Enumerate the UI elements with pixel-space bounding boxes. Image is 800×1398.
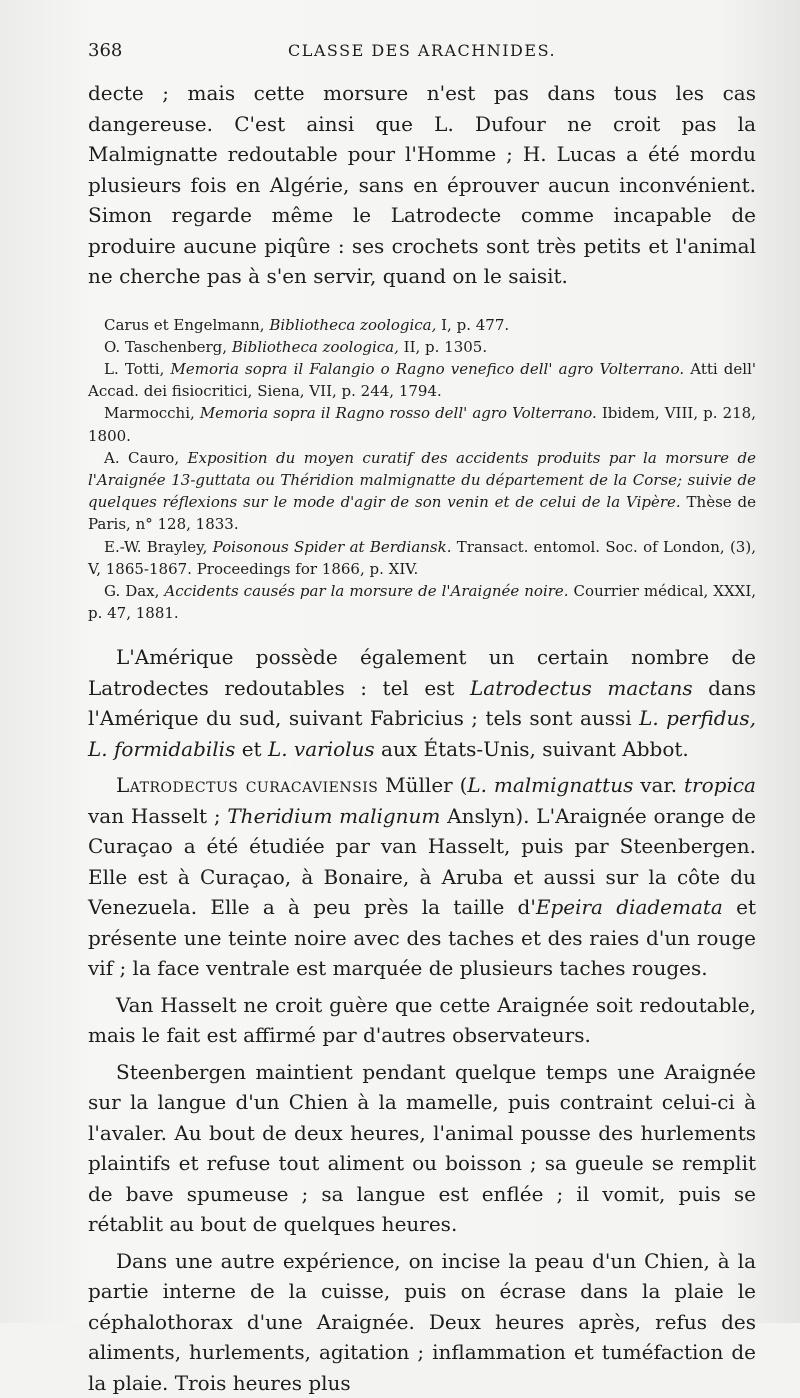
text-run: et présente une teinte noire avec des taches et des raies d'un rouge vif ; la face ventrale est marquée de plusieurs taches rouges.: [88, 895, 756, 981]
bibliography-entry: [88, 447, 756, 536]
van-hasselt-paragraph: Van Hasselt ne croit guère que cette Araignée soit redoutable, mais le fait est affirmé par d'autres observateurs.: [88, 992, 756, 1048]
ref-title: Memoria sopra il Falangio o Ragno venefico dell' agro Volterrano.: [170, 359, 685, 378]
ref-title: Accidents causés par la morsure de l'Araignée noire.: [164, 581, 569, 600]
text-run: var.: [633, 773, 685, 798]
steenbergen-paragraph: Steenbergen maintient pendant quelque temps une Araignée sur la langue d'un Chien à la mamelle, puis contraint celui-ci à l'avaler. Au bout de deux heures, l'animal pousse des hurlements plaintifs et refuse tout aliment ou boisson ; sa gueule se remplit de bave spumeuse ; sa langue est enflée ; il vomit, puis se rétablit au bout de quelques heures.: [88, 1059, 756, 1237]
species-name: L. malmignattus: [467, 773, 634, 798]
ref-details: I, p. 477.: [436, 315, 510, 334]
text-run: Müller (: [378, 773, 468, 798]
bibliography-entry: [88, 536, 756, 580]
ref-details: Atti dell' Accad. dei fisiocritici, Siena, VII, p. 244, 1794.: [88, 359, 757, 401]
text-run: dans l'Amérique du sud, suivant Fabricius ; tels sont aussi: [88, 675, 756, 731]
ref-details: Courrier médical, XXXI, p. 47, 1881.: [88, 581, 757, 623]
ref-title: Poisonous Spider at Berdiansk.: [212, 537, 452, 556]
text-run: aux États-Unis, suivant Abbot.: [374, 736, 689, 761]
ref-details: II, p. 1305.: [398, 337, 488, 356]
ref-title: Memoria sopra il Ragno rosso dell' agro Volterrano.: [199, 404, 597, 423]
text-run: et: [235, 736, 268, 761]
bibliography-entry: [88, 314, 756, 336]
species-name: Epeira diademata: [535, 895, 723, 920]
running-head: CLASSE DES ARACHNIDES.: [288, 41, 557, 60]
ref-title: Exposition du moyen curatif des accidents produits par la morsure de l'Araignée 13-guttata ou Théridion malmignatte du département de la Corse; suivie de quelques réflexions sur le mode d'agir de son venin et de celui de la Vipère.: [88, 448, 756, 512]
ref-title: Bibliotheca zoologica,: [269, 315, 437, 334]
ref-title: Bibliotheca zoologica,: [231, 337, 399, 356]
ref-author: L. Totti,: [104, 359, 165, 378]
page-header: [88, 40, 756, 76]
species-name: L. perfidus, L. formidabilis: [88, 706, 756, 761]
species-name: Latrodectus mactans: [470, 675, 693, 700]
ref-details: Thèse de Paris, n° 128, 1833.: [88, 493, 756, 534]
text-run: L'Amérique possède également un certain nombre de Latrodectes redoutables : tel est: [88, 645, 756, 700]
bibliography-entry: [88, 402, 756, 446]
ref-author: A. Cauro,: [104, 448, 180, 467]
text-run: Anslyn). L'Araignée orange de Curaçao a été étudiée par van Hasselt, puis par Steenbergen. Elle est à Curaçao, à Bonaire, à Aruba et aussi sur la côte du Venezuela. Elle a à peu près la taille d': [88, 803, 756, 920]
america-paragraph: [88, 642, 756, 764]
bibliography: [88, 314, 756, 625]
experience-paragraph: Dans une autre expérience, on incise la peau d'un Chien, à la partie interne de la cuisse, puis on écrase dans la plaie le céphalothorax d'une Araignée. Deux heures après, refus des aliments, hurlements, agitation ; inflammation et tuméfaction de la plaie. Trois heures plus: [88, 1248, 756, 1395]
ref-details: Ibidem, VIII, p. 218, 1800.: [88, 404, 756, 445]
ref-author: G. Dax,: [104, 581, 160, 600]
ref-author: Carus et Engelmann,: [104, 315, 265, 334]
page-number: 368: [88, 40, 123, 61]
ref-author: O. Taschenberg,: [104, 337, 228, 356]
bibliography-entry: [88, 336, 756, 358]
ref-details: Transact. entomol. Soc. of London, (3), V, 1865-1867. Proceedings for 1866, p. XIV.: [88, 537, 756, 578]
ref-author: Marmocchi,: [104, 404, 195, 423]
bibliography-entry: [88, 358, 756, 402]
species-heading: Latrodectus curacaviensis: [116, 773, 379, 798]
curacao-paragraph: [88, 770, 756, 984]
bibliography-entry: [88, 580, 756, 624]
species-name: L. variolus: [267, 736, 375, 761]
intro-paragraph: decte ; mais cette morsure n'est pas dans tous les cas dangereuse. C'est ainsi que L. Dufour ne croit pas la Malmignatte redoutable pour l'Homme ; H. Lucas a été mordu plusieurs fois en Algérie, sans en éprouver aucun inconvénient. Simon regarde même le Latrodecte comme incapable de produire aucune piqûre : ses crochets sont très petits et l'animal ne cherche pas à s'en servir, quand on le saisit.: [88, 81, 756, 288]
ref-author: E.-W. Brayley,: [104, 537, 208, 556]
species-name: Theridium malignum: [227, 803, 441, 828]
text-run: van Hasselt ;: [88, 803, 228, 828]
species-name: tropica: [684, 773, 756, 798]
